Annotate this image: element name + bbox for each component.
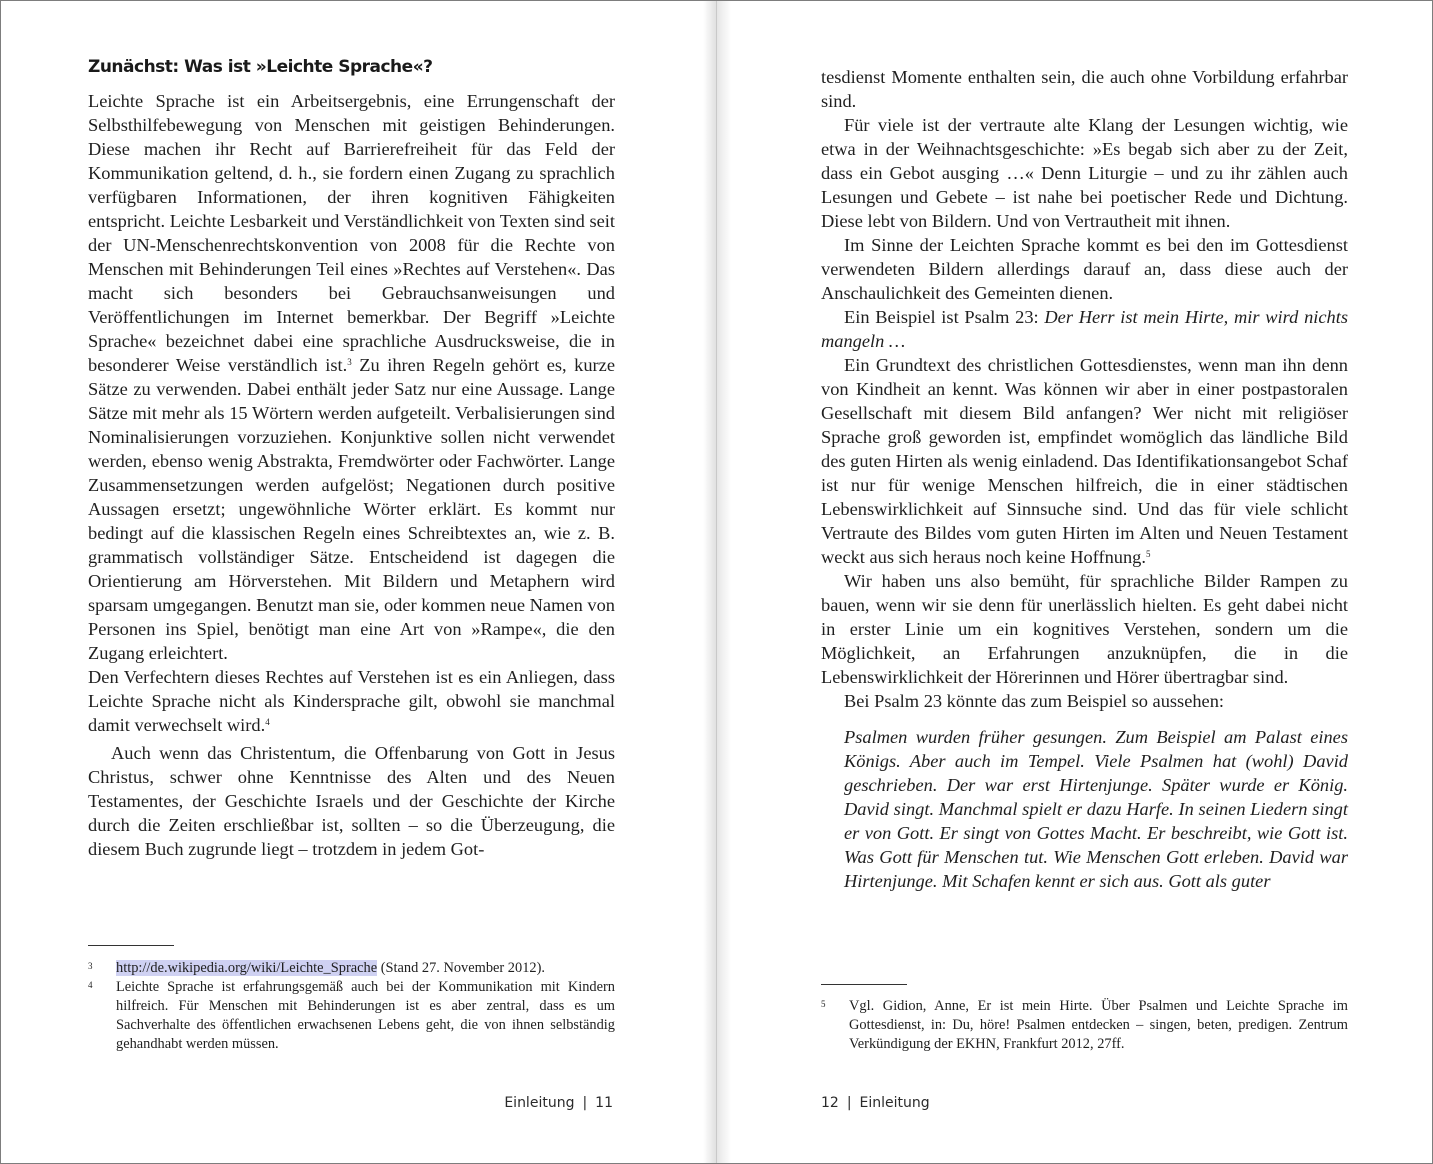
psalm-quote-inline: Der Herr ist mein Hirte, mir wird nichts mangeln … bbox=[821, 307, 1349, 351]
footnote-ref[interactable]: 3 bbox=[347, 357, 352, 367]
footnote-number: 5 bbox=[821, 999, 826, 1009]
footnote-link-selected[interactable]: http://de.wikipedia.org/wiki/Leichte_Sprache bbox=[116, 960, 378, 976]
paragraph: Im Sinne der Leichten Sprache kommt es bei den im Gottesdienst verwendeten Bildern allerdings darauf an, dass diese auch der Anschaulichkeit des Gemeinten dienen. bbox=[821, 235, 1348, 303]
paragraph: Bei Psalm 23 könnte das zum Beispiel so aussehen: bbox=[844, 691, 1225, 711]
paragraph: Auch wenn das Christentum, die Offenbarung von Gott in Jesus Christus, schwer ohne Kenntnisse des Alten und des Neuen Testamentes, der Geschichte Israels und der Geschichte der Kirche durch die Zeiten erschließbar ist, sollten – so die Überzeugung, die diesem Buch zugrunde liegt – trotzdem in jedem Got- bbox=[88, 743, 615, 859]
footer-separator: | bbox=[582, 1095, 588, 1111]
paragraph-text: Den Verfechtern dieses Rechtes auf Verstehen ist es ein Anliegen, dass Leichte Sprache nicht als Kindersprache gilt, obwohl sie manchmal damit verwechselt wird. bbox=[88, 667, 615, 735]
footnote-text: Vgl. Gidion, Anne, Er ist mein Hirte. Über Psalmen und Leichte Sprache im Gottesdienst, in: Du, höre! Psalmen entdecken – singen, beten, predigen. Zentrum Verkündigung der EKHN, Frankfurt 2012, 27ff. bbox=[849, 998, 1348, 1052]
paragraph bbox=[88, 89, 615, 665]
footnote bbox=[88, 978, 615, 1054]
page-footer-left bbox=[504, 1093, 613, 1113]
footnotes-right bbox=[821, 997, 1348, 1054]
footer-separator: | bbox=[846, 1095, 852, 1111]
paragraph-text: Leichte Sprache ist ein Arbeitsergebnis, eine Errungenschaft der Selbsthilfebewegung von Menschen mit geistigen Behinderungen. Diese machen ihr Recht auf Barrierefreiheit für das Feld der Kommunikation geltend, d. h., sie fordern einen Zugang zu sprachlich verfügbaren Informationen, der ihren kognitiven Fähigkeiten entspricht. Leichte Lesbarkeit und Verständlichkeit von Texten sind seit der UN-Menschenrechtskonvention von 2008 für die Rechte von Menschen mit Behinderungen Teil eines »Rechtes auf Verstehen«. Das macht sich besonders bei Gebrauchsanweisungen und Veröffentlichungen im Internet bemerkbar. Der Begriff »Leichte Sprache« bezeichnet dabei eine sprachliche Ausdrucksweise, die in besonderer Weise verständlich ist. bbox=[88, 91, 615, 375]
paragraph: tesdienst Momente enthalten sein, die auch ohne Vorbildung erfahrbar sind. bbox=[821, 67, 1348, 111]
paragraph-text: Zu ihren Regeln gehört es, kurze Sätze zu verwenden. Dabei enthält jeder Satz nur eine Aussage. Lange Sätze mit mehr als 15 Wörtern werden aufgeteilt. Verbalisierungen sind Nominalisierungen vorzuziehen. Konjunktive sollen nicht verwendet werden, ebenso wenig Abstrakta, Fremdwörter oder Fachwörter. Lange Zusammensetzungen werden aufgelöst; Negationen durch positive Aussagen ersetzt; ungewöhnliche Wörter erklärt. Es kommt nur bedingt auf die klassischen Regeln eines Schreibtextes an, wie z. B. grammatisch vollständiger Sätze. Entscheidend ist dagegen die Orientierung am Hörverstehen. Mit Bildern und Metaphern wird sparsam umgegangen. Benutzt man sie, oder kommen neue Namen von Personen ins Spiel, benötigt man eine Art von »Rampe«, die den Zugang erleichtert. bbox=[88, 355, 615, 663]
footnote-text: (Stand 27. November 2012). bbox=[377, 960, 545, 976]
footnote-ref[interactable]: 4 bbox=[265, 717, 270, 727]
running-title: Einleitung bbox=[859, 1095, 930, 1111]
paragraph bbox=[821, 305, 1348, 353]
left-page bbox=[1, 1, 716, 1163]
footnote-rule bbox=[821, 984, 907, 985]
page-number: 11 bbox=[595, 1095, 613, 1111]
footnote-number: 4 bbox=[88, 980, 93, 990]
page-footer-right bbox=[821, 1093, 930, 1113]
footnote-rule bbox=[88, 945, 174, 946]
paragraph-text: Ein Grundtext des christlichen Gottesdienstes, wenn man ihn denn von Kindheit an kennt. Was können wir aber in einer postpastoralen Gesellschaft mit diesem Bild anfangen? Wer nicht mit religiöser Sprache groß geworden ist, empfindet womöglich das ländliche Bild des guten Hirten als wenig einladend. Das Identifikationsangebot Schaf ist nur für wenige Menschen hilfreich, die in einer städtischen Lebenswirklichkeit auf Sinnsuche sind. Und das für viele schlicht Vertraute des Bildes vom guten Hirten im Alten und Neuen Testament weckt aus sich heraus noch keine Hoffnung. bbox=[821, 355, 1348, 567]
paragraph bbox=[821, 353, 1348, 569]
footnote-ref[interactable]: 5 bbox=[1145, 549, 1151, 559]
footnote-text: Leichte Sprache ist erfahrungsgemäß auch bei der Kommunikation mit Kindern hilfreich. Für Menschen mit Behinderungen ist es aber zentral, dass es um Sachverhalte des öffentlichen erwachsenen Lebens geht, die von ihnen selbständig gehandhabt werden müssen. bbox=[116, 979, 615, 1052]
footnote-number: 3 bbox=[88, 961, 93, 971]
left-page-body[interactable] bbox=[88, 89, 615, 861]
right-page-body[interactable] bbox=[821, 65, 1348, 893]
section-heading: Zunächst: Was ist »Leichte Sprache«? bbox=[88, 57, 433, 77]
footnote bbox=[88, 959, 615, 978]
psalm-example-quote: Psalmen wurden früher gesungen. Zum Beispiel am Palast eines Königs. Aber auch im Tempel. Viele Psalmen hat (wohl) David geschrieben. Der war erst Hirtenjunge. Später wurde er König. David singt. Manchmal spielt er dazu Harfe. In seinen Liedern singt er von Gott. Er singt von Gottes Macht. Er beschreibt, wie Gott ist. Was Gott für Menschen tut. Wie Menschen Gott erleben. David war Hirtenjunge. Mit Schafen kennt er sich aus. Gott als guter bbox=[844, 727, 1348, 891]
page-number: 12 bbox=[821, 1095, 839, 1111]
running-title: Einleitung bbox=[504, 1095, 575, 1111]
footnotes-left bbox=[88, 959, 615, 1054]
footnote bbox=[821, 997, 1348, 1054]
paragraph bbox=[88, 665, 615, 737]
paragraph: Für viele ist der vertraute alte Klang der Lesungen wichtig, wie etwa in der Weihnachtsgeschichte: »Es begab sich aber zu der Zeit, dass ein Gebot ausging …« Denn Liturgie – und zu ihr zählen auch Lesungen und Gebete – ist nahe bei poetischer Rede und Dichtung. Diese lebt von Bildern. Und von Vertrautheit mit ihnen. bbox=[821, 115, 1348, 231]
right-page bbox=[717, 1, 1432, 1163]
paragraph-text: Ein Beispiel ist Psalm 23: bbox=[844, 307, 1045, 327]
paragraph: Wir haben uns also bemüht, für sprachliche Bilder Rampen zu bauen, wenn wir sie denn für unerlässlich hielten. Es geht dabei nicht in erster Linie um ein kognitives Verstehen, sondern um die Möglichkeit, an Erfahrungen anzuknüpfen, die in die Lebenswirklichkeit der Hörerinnen und Hörer übertragbar sind. bbox=[821, 571, 1348, 687]
